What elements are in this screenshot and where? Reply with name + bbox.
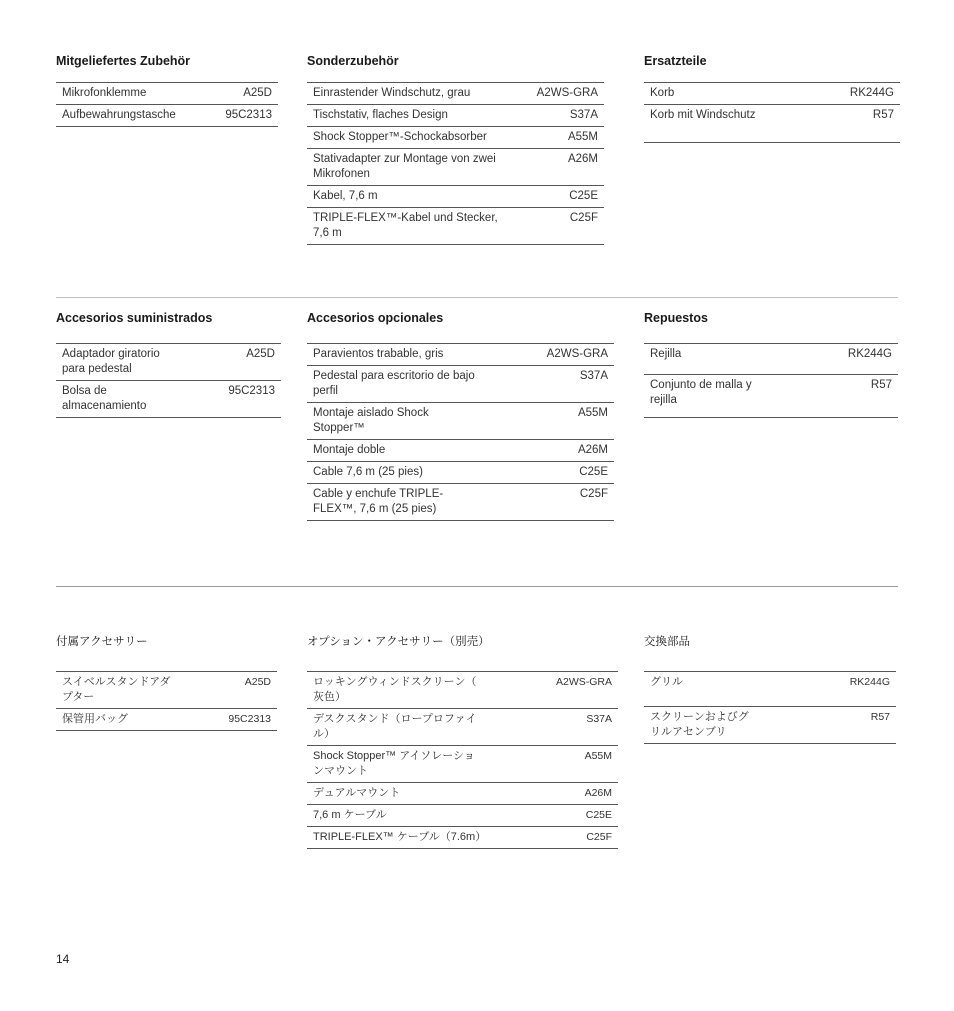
item-name: Montaje aislado Shock Stopper™	[313, 407, 429, 434]
item-name: Conjunto de malla y rejilla	[650, 379, 752, 406]
item-code: C25F	[579, 488, 608, 500]
jp-supplied-table	[56, 671, 277, 731]
table-row	[56, 380, 281, 417]
item-name: Cable y enchufe TRIPLE- FLEX™, 7,6 m (25 pies)	[313, 488, 444, 515]
item-code: C25E	[585, 809, 612, 821]
item-code: S37A	[586, 713, 612, 725]
item-name: スクリーンおよびグ リルアセンブリ	[650, 711, 749, 738]
table-row	[307, 104, 604, 126]
item-name: Aufbewahrungstasche	[62, 109, 176, 121]
item-code: A55M	[577, 407, 608, 419]
table-row	[307, 439, 614, 461]
item-code: 95C2313	[228, 713, 271, 725]
item-name: Bolsa de almacenamiento	[62, 385, 147, 412]
item-name: Mikrofonklemme	[62, 87, 147, 99]
table-row	[307, 708, 618, 745]
item-code: A55M	[584, 750, 612, 762]
item-code: A26M	[577, 444, 608, 456]
item-code: A2WS-GRA	[546, 348, 608, 360]
item-code: R57	[870, 711, 890, 723]
item-name: Rejilla	[650, 348, 682, 360]
item-code: A2WS-GRA	[555, 676, 612, 688]
item-name: Shock Stopper™ アイソレーショ ンマウント	[313, 750, 475, 777]
item-code: S37A	[579, 370, 608, 382]
table-row	[644, 374, 898, 411]
item-name: Einrastender Windschutz, grau	[313, 87, 471, 99]
section-divider	[56, 297, 898, 298]
de-supplied-table	[56, 82, 278, 127]
item-name: Tischstativ, flaches Design	[313, 109, 448, 121]
item-code: RK244G	[849, 87, 894, 99]
item-name: Korb	[650, 87, 675, 99]
table-row	[307, 402, 614, 439]
es-supplied-heading: Accesorios suministrados	[56, 311, 213, 325]
item-name: Stativadapter zur Montage von zwei Mikrofonen	[313, 153, 496, 180]
table-row	[307, 483, 614, 520]
table-row	[307, 461, 614, 483]
item-name: スイベルスタンドアダ プター	[62, 676, 171, 703]
de-optional-heading: Sonderzubehör	[307, 54, 399, 68]
item-name: デュアルマウント	[313, 787, 401, 799]
table-row	[307, 344, 614, 365]
table-row	[307, 185, 604, 207]
item-code: C25F	[586, 831, 612, 843]
table-row	[307, 83, 604, 104]
item-name: Montaje doble	[313, 444, 386, 456]
item-code: A26M	[567, 153, 598, 165]
table-row	[307, 126, 604, 148]
item-code: RK244G	[847, 348, 892, 360]
jp-parts-table	[644, 671, 896, 744]
item-name: 7,6 m ケーブル	[313, 809, 387, 821]
item-code: C25E	[579, 466, 608, 478]
table-spacer	[644, 126, 900, 142]
table-row	[644, 344, 898, 374]
table-spacer	[644, 411, 898, 417]
de-parts-heading: Ersatzteile	[644, 54, 707, 68]
table-row	[307, 782, 618, 804]
table-row	[56, 344, 281, 380]
item-code: S37A	[569, 109, 598, 121]
item-name: ロッキングウィンドスクリーン（ 灰色）	[313, 676, 477, 703]
table-row	[307, 148, 604, 185]
item-name: Paravientos trabable, gris	[313, 348, 444, 360]
item-code: R57	[870, 379, 892, 391]
item-code: C25F	[569, 212, 598, 224]
item-name: Cable 7,6 m (25 pies)	[313, 466, 423, 478]
item-code: A55M	[567, 131, 598, 143]
item-name: 保管用バッグ	[62, 713, 128, 725]
es-optional-heading: Accesorios opcionales	[307, 311, 444, 325]
section-divider	[56, 586, 898, 587]
es-optional-table	[307, 343, 614, 521]
table-row	[56, 672, 277, 708]
item-code: 95C2313	[228, 385, 275, 397]
item-name: Pedestal para escritorio de bajo perfil	[313, 370, 475, 397]
jp-optional-table	[307, 671, 618, 849]
de-optional-table	[307, 82, 604, 245]
es-parts-heading: Repuestos	[644, 311, 708, 325]
item-name: TRIPLE-FLEX™-Kabel und Stecker, 7,6 m	[313, 212, 498, 239]
item-code: R57	[872, 109, 894, 121]
table-row	[307, 672, 618, 708]
item-name: Adaptador giratorio para pedestal	[62, 348, 160, 375]
item-code: A25D	[244, 676, 271, 688]
item-code: A2WS-GRA	[536, 87, 598, 99]
item-name: Kabel, 7,6 m	[313, 190, 378, 202]
table-row	[644, 83, 900, 104]
item-code: 95C2313	[225, 109, 272, 121]
table-row	[644, 104, 900, 126]
item-code: A25D	[243, 87, 272, 99]
de-supplied-heading: Mitgeliefertes Zubehör	[56, 54, 191, 68]
table-row	[307, 826, 618, 848]
item-name: Korb mit Windschutz	[650, 109, 756, 121]
table-row	[307, 804, 618, 826]
item-name: デスクスタンド（ロープロファイ ル）	[313, 713, 477, 740]
page-number: 14	[56, 952, 70, 966]
jp-optional-heading: オプション・アクセサリー（別売）	[307, 636, 490, 648]
table-row	[56, 708, 277, 730]
table-row	[307, 745, 618, 782]
item-code: RK244G	[849, 676, 890, 688]
item-code: A25D	[246, 348, 275, 360]
table-row	[644, 706, 896, 743]
es-supplied-table	[56, 343, 281, 418]
table-row	[56, 104, 278, 126]
item-name: グリル	[650, 676, 683, 688]
item-name: Shock Stopper™-Schockabsorber	[313, 131, 487, 143]
table-row	[307, 365, 614, 402]
jp-parts-heading: 交換部品	[644, 636, 690, 648]
table-row	[644, 672, 896, 706]
es-parts-table	[644, 343, 898, 418]
item-code: C25E	[569, 190, 598, 202]
de-parts-table	[644, 82, 900, 143]
item-code: A26M	[584, 787, 612, 799]
table-row	[56, 83, 278, 104]
item-name: TRIPLE-FLEX™ ケーブル（7.6m）	[313, 831, 487, 843]
jp-supplied-heading: 付属アクセサリー	[56, 636, 148, 648]
table-row	[307, 207, 604, 244]
